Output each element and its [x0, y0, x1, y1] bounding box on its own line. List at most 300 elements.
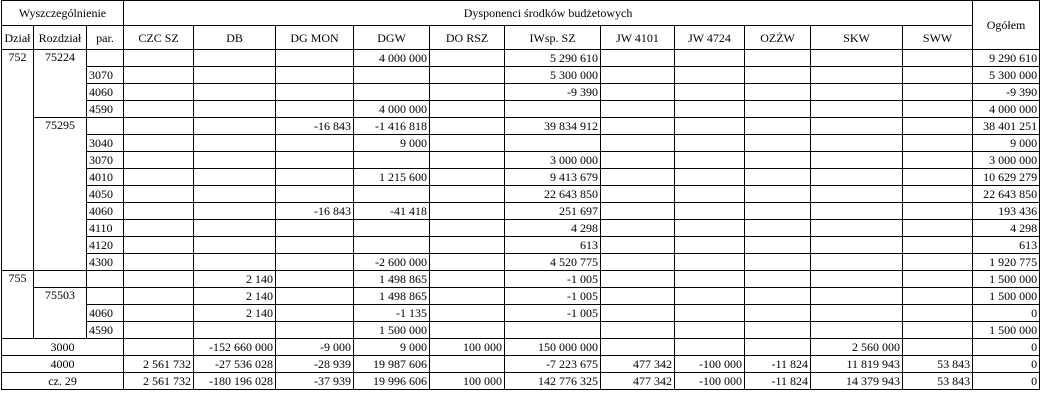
- value-cell: 9 000: [354, 135, 430, 152]
- value-cell: [430, 237, 505, 254]
- value-cell: [811, 220, 903, 237]
- value-cell: [903, 271, 973, 288]
- summary-total-cell: 0: [973, 373, 1040, 390]
- value-cell: [675, 152, 745, 169]
- header-column: DGW: [354, 26, 430, 50]
- header-column: CZC SZ: [124, 26, 194, 50]
- rozdzial-cell: 75224: [34, 50, 87, 118]
- value-cell: [811, 305, 903, 322]
- table-row: [2, 237, 1040, 254]
- summary-value-cell: 100 000: [430, 339, 505, 356]
- table-row: [2, 305, 1040, 322]
- summary-value-cell: 142 776 325: [505, 373, 601, 390]
- value-cell: [354, 237, 430, 254]
- value-cell: -2 600 000: [354, 254, 430, 271]
- header-par: par.: [87, 26, 124, 50]
- value-cell: [745, 220, 811, 237]
- par-cell: 4300: [87, 254, 124, 271]
- value-cell: [903, 135, 973, 152]
- value-cell: [675, 271, 745, 288]
- header-column: IWsp. SZ: [505, 26, 601, 50]
- value-cell: [601, 101, 675, 118]
- summary-value-cell: [903, 339, 973, 356]
- value-cell: [276, 101, 354, 118]
- value-cell: [811, 50, 903, 67]
- value-cell: [276, 50, 354, 67]
- value-cell: [675, 118, 745, 135]
- value-cell: [601, 135, 675, 152]
- value-cell: [903, 305, 973, 322]
- value-cell: [745, 305, 811, 322]
- value-cell: [430, 84, 505, 101]
- header-row-columns: [2, 26, 1040, 50]
- par-cell: [87, 50, 124, 67]
- value-cell: [811, 84, 903, 101]
- value-cell: [430, 271, 505, 288]
- summary-value-cell: 2 561 732: [124, 373, 194, 390]
- value-cell: [811, 203, 903, 220]
- table-row: [2, 169, 1040, 186]
- value-cell: [430, 101, 505, 118]
- value-cell: -16 843: [276, 203, 354, 220]
- value-cell: [675, 305, 745, 322]
- value-cell: [276, 169, 354, 186]
- value-cell: [194, 220, 276, 237]
- value-cell: [194, 237, 276, 254]
- par-cell: 4060: [87, 203, 124, 220]
- value-cell: [745, 101, 811, 118]
- value-cell: 613: [505, 237, 601, 254]
- total-cell: 22 643 850: [973, 186, 1040, 203]
- value-cell: [430, 220, 505, 237]
- value-cell: [601, 237, 675, 254]
- value-cell: [675, 67, 745, 84]
- value-cell: [276, 152, 354, 169]
- value-cell: [124, 67, 194, 84]
- value-cell: [745, 50, 811, 67]
- table-row: [2, 288, 1040, 305]
- value-cell: [675, 84, 745, 101]
- value-cell: [745, 152, 811, 169]
- value-cell: [601, 84, 675, 101]
- table-row: [2, 50, 1040, 67]
- value-cell: [124, 220, 194, 237]
- value-cell: 1 215 600: [354, 169, 430, 186]
- table-row: [2, 152, 1040, 169]
- value-cell: [430, 118, 505, 135]
- value-cell: [601, 118, 675, 135]
- summary-value-cell: 477 342: [601, 373, 675, 390]
- summary-value-cell: [124, 339, 194, 356]
- value-cell: [276, 305, 354, 322]
- par-cell: 4110: [87, 220, 124, 237]
- total-cell: 38 401 251: [973, 118, 1040, 135]
- value-cell: [354, 152, 430, 169]
- par-cell: 4590: [87, 322, 124, 339]
- value-cell: [745, 237, 811, 254]
- value-cell: [505, 101, 601, 118]
- value-cell: [903, 101, 973, 118]
- value-cell: -1 005: [505, 288, 601, 305]
- value-cell: [745, 84, 811, 101]
- rozdzial-cell: 75503: [34, 288, 87, 339]
- value-cell: [745, 203, 811, 220]
- total-cell: 613: [973, 237, 1040, 254]
- value-cell: [276, 288, 354, 305]
- summary-value-cell: 477 342: [601, 356, 675, 373]
- value-cell: [194, 135, 276, 152]
- summary-value-cell: 150 000 000: [505, 339, 601, 356]
- value-cell: [675, 254, 745, 271]
- value-cell: [194, 169, 276, 186]
- table-row: [2, 101, 1040, 118]
- summary-value-cell: -11 824: [745, 356, 811, 373]
- total-cell: 0: [973, 305, 1040, 322]
- value-cell: 4 000 000: [354, 101, 430, 118]
- value-cell: [124, 288, 194, 305]
- total-cell: 9 290 610: [973, 50, 1040, 67]
- total-cell: 1 920 775: [973, 254, 1040, 271]
- value-cell: [354, 67, 430, 84]
- value-cell: [430, 186, 505, 203]
- value-cell: [124, 271, 194, 288]
- value-cell: [903, 67, 973, 84]
- total-cell: 4 000 000: [973, 101, 1040, 118]
- header-column: DO RSZ: [430, 26, 505, 50]
- summary-total-cell: 0: [973, 356, 1040, 373]
- total-cell: 1 500 000: [973, 271, 1040, 288]
- value-cell: [811, 67, 903, 84]
- summary-value-cell: -9 000: [276, 339, 354, 356]
- summary-label: 3000: [2, 339, 124, 356]
- header-group-left: Wyszczególnienie: [2, 1, 124, 26]
- dzial-cell: 755: [2, 271, 34, 339]
- summary-value-cell: [675, 339, 745, 356]
- value-cell: [903, 152, 973, 169]
- value-cell: [354, 220, 430, 237]
- table-row: [2, 271, 1040, 288]
- value-cell: [194, 101, 276, 118]
- value-cell: [601, 169, 675, 186]
- value-cell: [354, 186, 430, 203]
- value-cell: [124, 305, 194, 322]
- value-cell: 2 140: [194, 288, 276, 305]
- summary-value-cell: -180 196 028: [194, 373, 276, 390]
- value-cell: 9 413 679: [505, 169, 601, 186]
- value-cell: [124, 237, 194, 254]
- total-cell: -9 390: [973, 84, 1040, 101]
- value-cell: [124, 84, 194, 101]
- value-cell: [601, 254, 675, 271]
- value-cell: 2 140: [194, 305, 276, 322]
- summary-value-cell: -27 536 028: [194, 356, 276, 373]
- header-dzial: Dział: [2, 26, 34, 50]
- value-cell: 251 697: [505, 203, 601, 220]
- value-cell: 2 140: [194, 271, 276, 288]
- value-cell: [194, 203, 276, 220]
- value-cell: [745, 118, 811, 135]
- table-body: [2, 50, 1040, 390]
- value-cell: [430, 203, 505, 220]
- par-cell: 3040: [87, 135, 124, 152]
- value-cell: [675, 135, 745, 152]
- value-cell: [124, 101, 194, 118]
- value-cell: [430, 67, 505, 84]
- value-cell: [745, 186, 811, 203]
- summary-value-cell: 19 987 606: [354, 356, 430, 373]
- value-cell: [430, 169, 505, 186]
- header-row-group: [2, 1, 1040, 26]
- value-cell: 1 498 865: [354, 288, 430, 305]
- value-cell: [430, 288, 505, 305]
- summary-row: [2, 339, 1040, 356]
- value-cell: [124, 50, 194, 67]
- value-cell: [745, 135, 811, 152]
- value-cell: 3 000 000: [505, 152, 601, 169]
- header-column: DG MON: [276, 26, 354, 50]
- value-cell: [675, 322, 745, 339]
- table-row: [2, 84, 1040, 101]
- value-cell: [601, 322, 675, 339]
- summary-total-cell: 0: [973, 339, 1040, 356]
- value-cell: [430, 152, 505, 169]
- value-cell: [194, 84, 276, 101]
- summary-value-cell: 2 560 000: [811, 339, 903, 356]
- summary-label: 4000: [2, 356, 124, 373]
- dzial-cell: 752: [2, 50, 34, 271]
- par-cell: 4010: [87, 169, 124, 186]
- value-cell: [675, 169, 745, 186]
- value-cell: -16 843: [276, 118, 354, 135]
- value-cell: [811, 101, 903, 118]
- value-cell: [811, 186, 903, 203]
- value-cell: [124, 203, 194, 220]
- par-cell: 4590: [87, 101, 124, 118]
- total-cell: 10 629 279: [973, 169, 1040, 186]
- header-column: SWW: [903, 26, 973, 50]
- value-cell: [505, 135, 601, 152]
- value-cell: [811, 322, 903, 339]
- value-cell: [903, 322, 973, 339]
- value-cell: [430, 254, 505, 271]
- table-row: [2, 135, 1040, 152]
- par-cell: [87, 118, 124, 135]
- value-cell: [675, 288, 745, 305]
- value-cell: [430, 322, 505, 339]
- header-group-main: Dysponenci środków budżetowych: [124, 1, 973, 26]
- summary-value-cell: 100 000: [430, 373, 505, 390]
- value-cell: [194, 254, 276, 271]
- value-cell: [276, 237, 354, 254]
- summary-value-cell: -100 000: [675, 356, 745, 373]
- value-cell: [194, 322, 276, 339]
- value-cell: [811, 271, 903, 288]
- value-cell: [276, 135, 354, 152]
- value-cell: 39 834 912: [505, 118, 601, 135]
- total-cell: 4 298: [973, 220, 1040, 237]
- par-cell: 3070: [87, 67, 124, 84]
- par-cell: 4120: [87, 237, 124, 254]
- value-cell: [124, 186, 194, 203]
- value-cell: [903, 237, 973, 254]
- value-cell: [124, 254, 194, 271]
- rozdzial-cell: [34, 271, 87, 288]
- value-cell: -41 418: [354, 203, 430, 220]
- value-cell: [601, 152, 675, 169]
- summary-label: cz. 29: [2, 373, 124, 390]
- par-cell: 4050: [87, 186, 124, 203]
- header-column: JW 4101: [601, 26, 675, 50]
- table-row: [2, 254, 1040, 271]
- value-cell: [811, 152, 903, 169]
- summary-value-cell: -7 223 675: [505, 356, 601, 373]
- value-cell: [675, 220, 745, 237]
- value-cell: [601, 186, 675, 203]
- summary-value-cell: [745, 339, 811, 356]
- value-cell: [601, 305, 675, 322]
- summary-value-cell: -28 939: [276, 356, 354, 373]
- value-cell: [276, 67, 354, 84]
- value-cell: [124, 118, 194, 135]
- value-cell: [124, 322, 194, 339]
- summary-value-cell: -100 000: [675, 373, 745, 390]
- value-cell: [124, 169, 194, 186]
- value-cell: [276, 84, 354, 101]
- value-cell: [601, 220, 675, 237]
- value-cell: 4 520 775: [505, 254, 601, 271]
- value-cell: [903, 50, 973, 67]
- summary-value-cell: 14 379 943: [811, 373, 903, 390]
- value-cell: -9 390: [505, 84, 601, 101]
- value-cell: [601, 288, 675, 305]
- value-cell: [430, 50, 505, 67]
- value-cell: 4 298: [505, 220, 601, 237]
- value-cell: [675, 203, 745, 220]
- value-cell: [124, 135, 194, 152]
- value-cell: [903, 288, 973, 305]
- header-column: OZŻW: [745, 26, 811, 50]
- value-cell: [276, 322, 354, 339]
- summary-row: [2, 373, 1040, 390]
- value-cell: 1 500 000: [354, 322, 430, 339]
- value-cell: [903, 203, 973, 220]
- summary-value-cell: 2 561 732: [124, 356, 194, 373]
- value-cell: [903, 186, 973, 203]
- value-cell: [745, 67, 811, 84]
- value-cell: [745, 288, 811, 305]
- par-cell: [87, 288, 124, 305]
- summary-value-cell: [430, 356, 505, 373]
- value-cell: [675, 50, 745, 67]
- value-cell: 5 290 610: [505, 50, 601, 67]
- value-cell: [903, 84, 973, 101]
- value-cell: 5 300 000: [505, 67, 601, 84]
- table-row: [2, 186, 1040, 203]
- value-cell: [430, 135, 505, 152]
- summary-value-cell: -152 660 000: [194, 339, 276, 356]
- header-column: DB: [194, 26, 276, 50]
- summary-row: [2, 356, 1040, 373]
- table-row: [2, 118, 1040, 135]
- header-column: JW 4724: [675, 26, 745, 50]
- value-cell: [811, 288, 903, 305]
- table-row: [2, 67, 1040, 84]
- value-cell: [601, 203, 675, 220]
- header-column: SKW: [811, 26, 903, 50]
- value-cell: [675, 186, 745, 203]
- value-cell: [903, 254, 973, 271]
- value-cell: 22 643 850: [505, 186, 601, 203]
- value-cell: [601, 67, 675, 84]
- value-cell: [745, 254, 811, 271]
- rozdzial-cell: 75295: [34, 118, 87, 271]
- value-cell: [194, 50, 276, 67]
- value-cell: [745, 322, 811, 339]
- value-cell: [811, 135, 903, 152]
- total-cell: 3 000 000: [973, 152, 1040, 169]
- total-cell: 1 500 000: [973, 288, 1040, 305]
- value-cell: [601, 50, 675, 67]
- summary-value-cell: 53 843: [903, 373, 973, 390]
- summary-value-cell: 19 996 606: [354, 373, 430, 390]
- value-cell: [811, 237, 903, 254]
- total-cell: 1 500 000: [973, 322, 1040, 339]
- summary-value-cell: -11 824: [745, 373, 811, 390]
- total-cell: 193 436: [973, 203, 1040, 220]
- par-cell: 4060: [87, 305, 124, 322]
- value-cell: [903, 169, 973, 186]
- value-cell: [811, 169, 903, 186]
- value-cell: [903, 220, 973, 237]
- table-row: [2, 220, 1040, 237]
- value-cell: [276, 186, 354, 203]
- value-cell: -1 005: [505, 271, 601, 288]
- value-cell: [124, 152, 194, 169]
- value-cell: 1 498 865: [354, 271, 430, 288]
- value-cell: [194, 186, 276, 203]
- value-cell: [745, 271, 811, 288]
- value-cell: [276, 271, 354, 288]
- summary-value-cell: [601, 339, 675, 356]
- value-cell: [194, 67, 276, 84]
- total-cell: 9 000: [973, 135, 1040, 152]
- budget-table: [1, 0, 1040, 390]
- table-row: [2, 203, 1040, 220]
- summary-value-cell: 9 000: [354, 339, 430, 356]
- value-cell: [675, 237, 745, 254]
- value-cell: [675, 101, 745, 118]
- summary-value-cell: 53 843: [903, 356, 973, 373]
- header-rozdzial: Rozdział: [34, 26, 87, 50]
- par-cell: 4060: [87, 84, 124, 101]
- value-cell: 4 000 000: [354, 50, 430, 67]
- value-cell: [354, 84, 430, 101]
- header-total: Ogółem: [973, 1, 1040, 50]
- value-cell: [601, 271, 675, 288]
- par-cell: [87, 271, 124, 288]
- value-cell: [811, 254, 903, 271]
- value-cell: -1 135: [354, 305, 430, 322]
- value-cell: -1 416 818: [354, 118, 430, 135]
- value-cell: [194, 118, 276, 135]
- value-cell: [505, 322, 601, 339]
- value-cell: -1 005: [505, 305, 601, 322]
- summary-value-cell: 11 819 943: [811, 356, 903, 373]
- par-cell: 3070: [87, 152, 124, 169]
- value-cell: [903, 118, 973, 135]
- value-cell: [276, 220, 354, 237]
- value-cell: [194, 152, 276, 169]
